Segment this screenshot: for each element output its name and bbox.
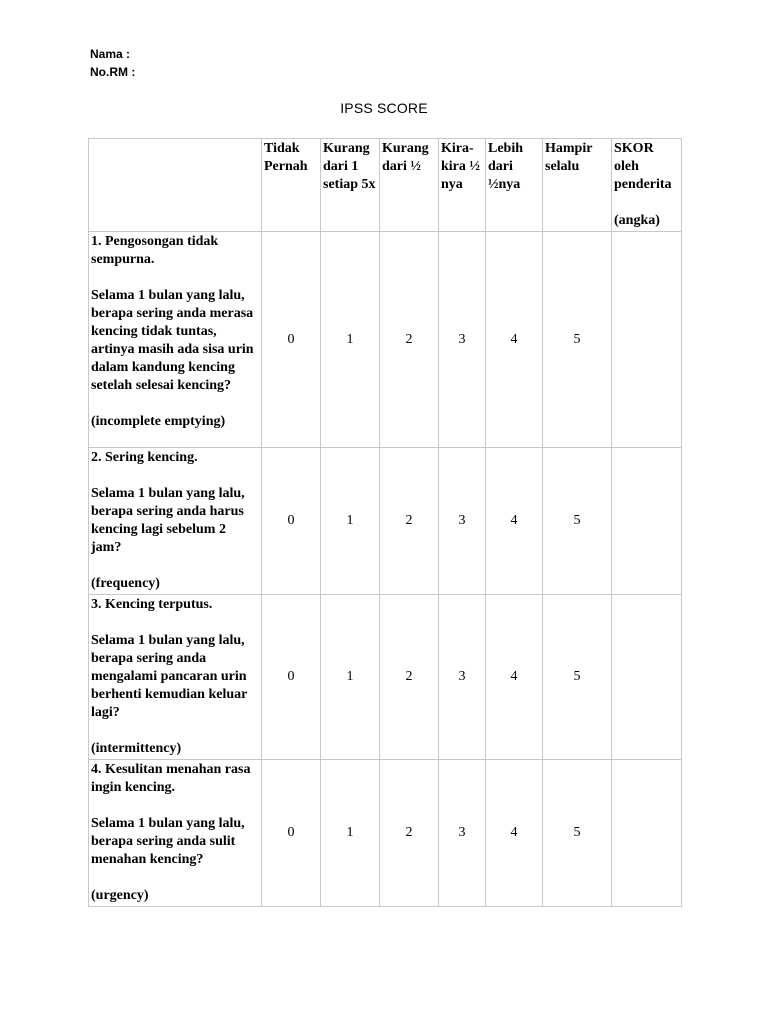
score-cell: 1 <box>321 448 380 595</box>
skor-entry-cell[interactable] <box>612 760 682 907</box>
score-cell: 2 <box>380 595 439 760</box>
question-title: 4. Kesulitan menahan rasa ingin kencing. <box>91 762 251 795</box>
score-cell: 1 <box>321 595 380 760</box>
score-cell: 5 <box>543 232 612 448</box>
header-cell-kira-kira-half: Kira- kira ½ nya <box>439 139 486 232</box>
question-text: Selama 1 bulan yang lalu, berapa sering anda mengalami pancaran urin berhenti kemudian keluar lagi? <box>91 633 248 720</box>
score-cell: 4 <box>486 232 543 448</box>
score-cell: 5 <box>543 448 612 595</box>
score-cell: 2 <box>380 232 439 448</box>
score-cell: 3 <box>439 760 486 907</box>
table-header-row <box>89 139 682 232</box>
question-term: (intermittency) <box>91 741 182 756</box>
score-cell: 0 <box>262 232 321 448</box>
skor-entry-cell[interactable] <box>612 595 682 760</box>
question-term: (incomplete emptying) <box>91 414 226 429</box>
score-cell: 3 <box>439 595 486 760</box>
header-cell-tidak-pernah: Tidak Pernah <box>262 139 321 232</box>
document-title: IPSS SCORE <box>340 100 428 116</box>
table-row <box>89 448 682 595</box>
score-cell: 2 <box>380 448 439 595</box>
question-text: Selama 1 bulan yang lalu, berapa sering anda merasa kencing tidak tuntas, artinya masih ada sisa urin dalam kandung kencing setelah selesai kencing? <box>91 288 254 393</box>
score-cell: 3 <box>439 448 486 595</box>
question-title: 3. Kencing terputus. <box>91 597 213 612</box>
question-cell <box>89 760 262 907</box>
question-cell <box>89 448 262 595</box>
score-cell: 5 <box>543 595 612 760</box>
skor-unit-label: (angka) <box>614 213 660 228</box>
score-cell: 3 <box>439 232 486 448</box>
score-cell: 4 <box>486 760 543 907</box>
header-cell-kurang-dari-1: Kurang dari 1 setiap 5x <box>321 139 380 232</box>
header-cell-hampir-selalu: Hampir selalu <box>543 139 612 232</box>
skor-entry-cell[interactable] <box>612 232 682 448</box>
skor-entry-cell[interactable] <box>612 448 682 595</box>
question-cell <box>89 595 262 760</box>
question-text: Selama 1 bulan yang lalu, berapa sering anda sulit menahan kencing? <box>91 816 245 867</box>
table-row <box>89 232 682 448</box>
question-title: 2. Sering kencing. <box>91 450 198 465</box>
header-cell-question <box>89 139 262 232</box>
score-cell: 5 <box>543 760 612 907</box>
score-cell: 2 <box>380 760 439 907</box>
header-cell-kurang-dari-half: Kurang dari ½ <box>380 139 439 232</box>
table-row <box>89 760 682 907</box>
header-cell-lebih-dari-half: Lebih dari ½nya <box>486 139 543 232</box>
score-cell: 1 <box>321 232 380 448</box>
nama-label: Nama : <box>90 47 131 61</box>
score-cell: 0 <box>262 448 321 595</box>
score-cell: 4 <box>486 595 543 760</box>
question-title: 1. Pengosongan tidak sempurna. <box>91 234 219 267</box>
ipss-table <box>88 138 682 907</box>
question-term: (urgency) <box>91 888 149 903</box>
question-cell <box>89 232 262 448</box>
question-term: (frequency) <box>91 576 160 591</box>
question-text: Selama 1 bulan yang lalu, berapa sering anda harus kencing lagi sebelum 2 jam? <box>91 486 245 555</box>
score-cell: 1 <box>321 760 380 907</box>
score-cell: 0 <box>262 760 321 907</box>
header-cell-skor <box>612 139 682 232</box>
score-cell: 0 <box>262 595 321 760</box>
score-cell: 4 <box>486 448 543 595</box>
skor-header-label: SKOR oleh penderita <box>614 141 672 192</box>
table-row <box>89 595 682 760</box>
no-rm-label: No.RM : <box>90 65 136 79</box>
